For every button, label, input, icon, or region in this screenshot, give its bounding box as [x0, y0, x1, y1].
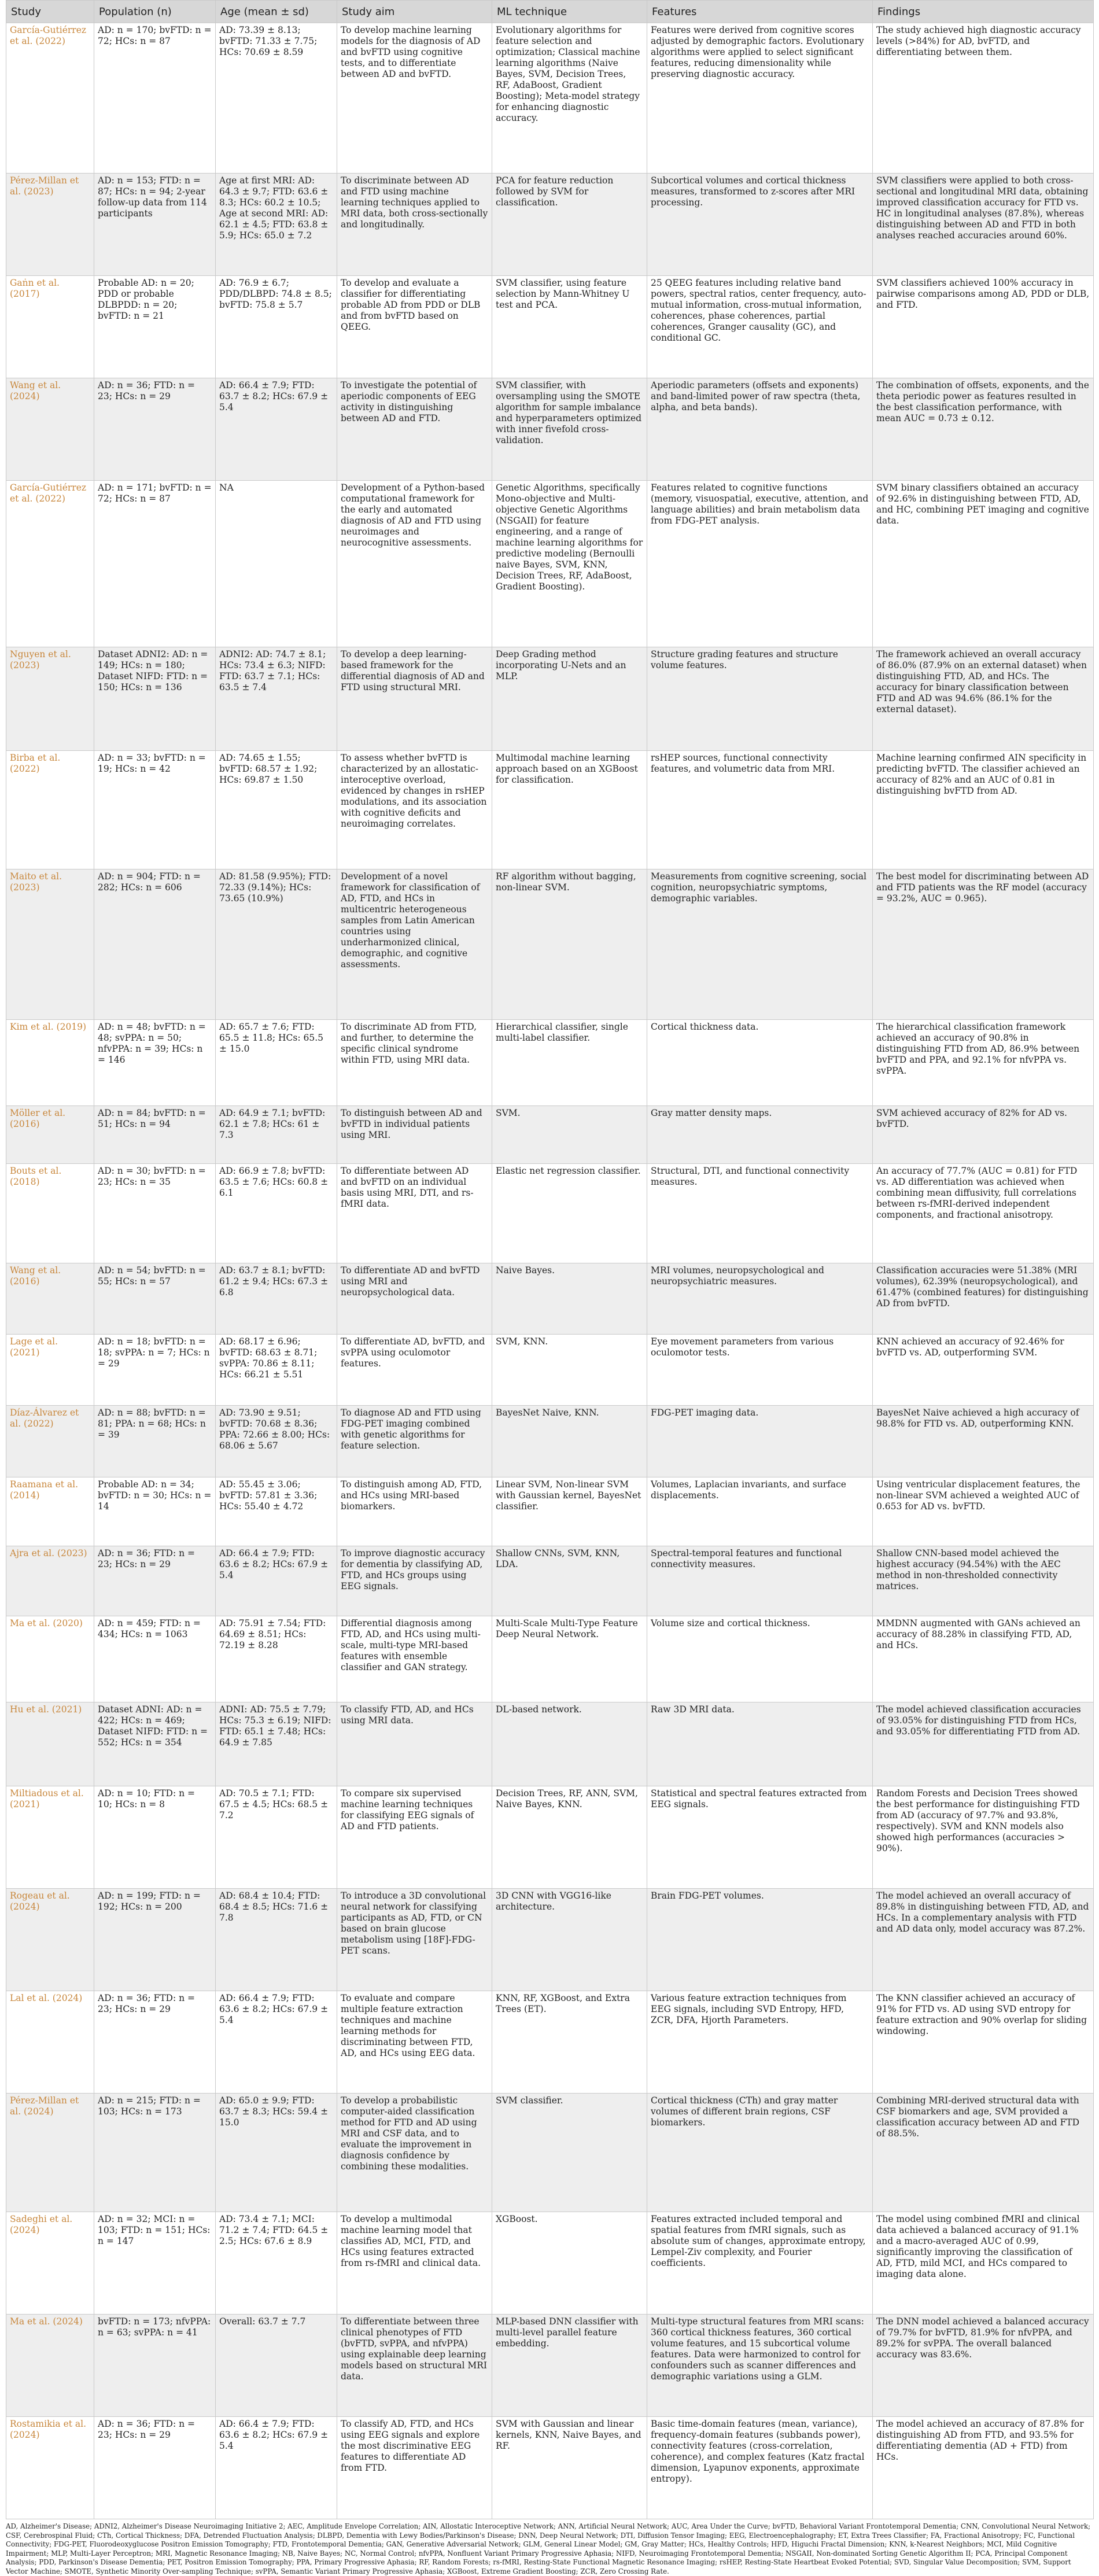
cell-study[interactable]: Pérez-Millan et al. (2024) [6, 2094, 94, 2212]
cell-study[interactable]: Bouts et al. (2018) [6, 1163, 94, 1263]
cell-population: AD: n = 215; FTD: n = 103; HCs: n = 173 [94, 2094, 216, 2212]
cell-findings: The model achieved an overall accuracy of 89.8% in distinguishing between FTD, AD, and HCs. In a complementary analysis with FTD and AD data only, model accuracy was 87.2%. [873, 1889, 1094, 1991]
cell-study-aim: To discriminate between AD and FTD using machine learning techniques applied to MRI data, both cross-sectionally and longitudinally. [337, 174, 492, 276]
table-row [6, 23, 1094, 174]
cell-findings: The KNN classifier achieved an accuracy of 91% for FTD vs. AD using SVD entropy for feature extraction and 90% overlap for sliding windowing. [873, 1991, 1094, 2094]
cell-findings: Using ventricular displacement features, the non-linear SVM achieved a weighted AUC of 0.653 for AD vs. bvFTD. [873, 1477, 1094, 1546]
cell-ml-technique: PCA for feature reduction followed by SVM for classification. [492, 174, 647, 276]
abbreviations-footnote: AD, Alzheimer's Disease; ADNI2, Alzheimer's Disease Neuroimaging Initiative 2; AEC, Amplitude Envelope Correlation; AIN, Allostatic Interoceptive Network; ANN, Artificial Neural Network; AUC, Area Under the Curve; bvFTD, Behavioral Variant Frontotemporal Dementia; CNN, Convolutional Neural Network; CSF, Cerebrospinal Fluid; CTh, Cortical Thickness; DFA, Detrended Fluctuation Analysis; DLBPD, Dementia with Lewy Bodies/Parkinson's Disease; DNN, Deep Neural Network; DTI, Diffusion Tensor Imaging; EEG, Electroencephalography; ET, Extra Trees Classifier; FA, Fractional Anisotropy; FC, Functional Connectivity; FDG-PET, Fluorodeoxyglucose Positron Emission Tomography; FTD, Frontotemporal Dementia; GAN, Generative Adversarial Network; GLM, General Linear Model; GM, Gray Matter; HCs, Healthy Controls; HFD, Higuchi Fractal Dimension; KNN, k-Nearest Neighbors; MCI, Mild Cognitive Impairment; MLP, Multi-Layer Perceptron; MRI, Magnetic Resonance Imaging; NB, Naive Bayes; NC, Normal Control; nfvPPA, Nonfluent Variant Primary Progressive Aphasia; NIFD, Neuroimaging Frontotemporal Dementia; NSGAII, Non-dominated Sorting Genetic Algorithm II; PCA, Principal Component Analysis; PDD, Parkinson's Disease Dementia; PET, Positron Emission Tomography; PPA, Primary Progressive Aphasia; RF, Random Forests; rs-fMRI, Resting-State Functional Magnetic Resonance Imaging; rsHEP, Resting-State Heartbeat Evoked Potential; SVD, Singular Value Decomposition; SVM, Support Vector Machine; SMOTE, Synthetic Minority Over-sampling Technique; svPPA, Semantic Variant Primary Progressive Aphasia; XGBoost, Extreme Gradient Boosting; ZCR, Zero Crossing Rate. [6, 2522, 1091, 2575]
cell-population: Probable AD: n = 20; PDD or probable DLBPDD: n = 20; bvFTD: n = 21 [94, 276, 216, 378]
table-row [6, 1786, 1094, 1889]
table-body [6, 23, 1094, 2519]
cell-study-aim: To classify AD, FTD, and HCs using EEG signals and explore the most discriminative EEG features to differentiate AD from FTD. [337, 2416, 492, 2519]
cell-study-aim: To classify FTD, AD, and HCs using MRI data. [337, 1702, 492, 1786]
table-row [6, 378, 1094, 481]
cell-study-aim: To improve diagnostic accuracy for dementia by classifying AD, FTD, and HCs groups using EEG signals. [337, 1546, 492, 1616]
cell-age: AD: 66.9 ± 7.8; bvFTD: 63.5 ± 7.6; HCs: 60.8 ± 6.1 [216, 1163, 337, 1263]
cell-features: Spectral-temporal features and functional connectivity measures. [647, 1546, 873, 1616]
cell-age: Age at first MRI: AD: 64.3 ± 9.7; FTD: 63.6 ± 8.3; HCs: 60.2 ± 10.5; Age at second MRI: AD: 62.1 ± 4.5; FTD: 63.8 ± 5.9; HCs: 65.0 ± 7.2 [216, 174, 337, 276]
cell-study-aim: To distinguish between AD and bvFTD in individual patients using MRI. [337, 1106, 492, 1163]
cell-findings: MMDNN augmented with GANs achieved an accuracy of 88.28% in classifying FTD, AD, and HCs. [873, 1616, 1094, 1702]
cell-age: AD: 68.4 ± 10.4; FTD: 68.4 ± 8.5; HCs: 71.6 ± 7.8 [216, 1889, 337, 1991]
table-row [6, 2416, 1094, 2519]
cell-features: Gray matter density maps. [647, 1106, 873, 1163]
cell-findings: BayesNet Naive achieved a high accuracy of 98.8% for FTD vs. AD, outperforming KNN. [873, 1405, 1094, 1477]
table-row [6, 869, 1094, 1019]
table-header-row [6, 1, 1094, 23]
cell-features: Cortical thickness data. [647, 1020, 873, 1106]
cell-study-aim: To introduce a 3D convolutional neural network for classifying participants as AD, FTD, or CN based on brain glucose metabolism using [18F]-FDG-PET scans. [337, 1889, 492, 1991]
cell-study[interactable]: Wang et al. (2024) [6, 378, 94, 481]
table-row [6, 2094, 1094, 2212]
cell-study-aim: To differentiate AD and bvFTD using MRI and neuropsychological data. [337, 1263, 492, 1335]
cell-features: Volume size and cortical thickness. [647, 1616, 873, 1702]
cell-population: AD: n = 30; bvFTD: n = 23; HCs: n = 35 [94, 1163, 216, 1263]
table-row [6, 1889, 1094, 1991]
table-row [6, 1335, 1094, 1406]
cell-features: Subcortical volumes and cortical thickness measures, transformed to z-scores after MRI processing. [647, 174, 873, 276]
cell-age: Overall: 63.7 ± 7.7 [216, 2314, 337, 2416]
cell-study-aim: To develop machine learning models for the diagnosis of AD and bvFTD using cognitive tests, and to differentiate between AD and bvFTD. [337, 23, 492, 174]
cell-findings: The model achieved classification accuracies of 93.05% for distinguishing FTD from HCs, and 93.05% for differentiating FTD from AD. [873, 1702, 1094, 1786]
cell-ml-technique: BayesNet Naive, KNN. [492, 1405, 647, 1477]
cell-features: Aperiodic parameters (offsets and exponents) and band-limited power of raw spectra (theta, alpha, and beta bands). [647, 378, 873, 481]
cell-age: AD: 63.7 ± 8.1; bvFTD: 61.2 ± 9.4; HCs: 67.3 ± 6.8 [216, 1263, 337, 1335]
cell-population: AD: n = 199; FTD: n = 192; HCs: n = 200 [94, 1889, 216, 1991]
cell-findings: The framework achieved an overall accuracy of 86.0% (87.9% on an external dataset) when distinguishing FTD, AD, and HCs. The accuracy for binary classification between FTD and AD was 94.6% (86.1% for the external dataset). [873, 647, 1094, 750]
cell-study-aim: Development of a Python-based computational framework for the early and automated diagnosis of AD and FTD using neuroimages and neurocognitive assessments. [337, 481, 492, 647]
cell-study[interactable]: Rostamikia et al. (2024) [6, 2416, 94, 2519]
cell-study-aim: To develop and evaluate a classifier for differentiating probable AD from PDD or DLB and from bvFTD based on QEEG. [337, 276, 492, 378]
cell-ml-technique: Shallow CNNs, SVM, KNN, LDA. [492, 1546, 647, 1616]
cell-population: AD: n = 459; FTD: n = 434; HCs: n = 1063 [94, 1616, 216, 1702]
cell-ml-technique: 3D CNN with VGG16-like architecture. [492, 1889, 647, 1991]
cell-age: AD: 68.17 ± 6.96; bvFTD: 68.63 ± 8.71; svPPA: 70.86 ± 8.11; HCs: 66.21 ± 5.51 [216, 1335, 337, 1406]
cell-ml-technique: XGBoost. [492, 2212, 647, 2314]
table-row [6, 1263, 1094, 1335]
cell-age: ADNI: AD: 75.5 ± 7.79; HCs: 75.3 ± 6.19; NIFD: FTD: 65.1 ± 7.48; HCs: 64.9 ± 7.85 [216, 1702, 337, 1786]
cell-population: AD: n = 36; FTD: n = 23; HCs: n = 29 [94, 1991, 216, 2094]
cell-features: Multi-type structural features from MRI scans: 360 cortical thickness features, 360 cortical volume features, and 15 subcortical volume features. Data were harmonized to control for confounders such as scanner differences and demographic variations using a GLM. [647, 2314, 873, 2416]
cell-findings: The best model for discriminating between AD and FTD patients was the RF model (accuracy = 93.2%, AUC = 0.965). [873, 869, 1094, 1019]
cell-ml-technique: Genetic Algorithms, specifically Mono-objective and Multi-objective Genetic Algorithms (NSGAII) for feature engineering, and a range of machine learning algorithms for predictive modeling (Bernoulli naive Bayes, SVM, KNN, Decision Trees, RF, AdaBoost, Gradient Boosting). [492, 481, 647, 647]
cell-age: AD: 66.4 ± 7.9; FTD: 63.6 ± 8.2; HCs: 67.9 ± 5.4 [216, 2416, 337, 2519]
cell-ml-technique: RF algorithm without bagging, non-linear SVM. [492, 869, 647, 1019]
cell-age: AD: 65.7 ± 7.6; FTD: 65.5 ± 11.8; HCs: 65.5 ± 15.0 [216, 1020, 337, 1106]
cell-ml-technique: Evolutionary algorithms for feature selection and optimization; Classical machine learning algorithms (Naive Bayes, SVM, Decision Trees, RF, AdaBoost, Gradient Boosting); Meta-model strategy for enhancing diagnostic accuracy. [492, 23, 647, 174]
cell-study[interactable]: Ajra et al. (2023) [6, 1546, 94, 1616]
column-header-findings: Findings [873, 1, 1094, 23]
table-row [6, 2314, 1094, 2416]
cell-study-aim: Development of a novel framework for classification of AD, FTD, and HCs in multicentric heterogeneous samples from Latin American countries using underharmonized clinical, demographic, and cognitive assessments. [337, 869, 492, 1019]
cell-population: AD: n = 32; MCI: n = 103; FTD: n = 151; HCs: n = 147 [94, 2212, 216, 2314]
cell-population: Dataset ADNI: AD: n = 422; HCs: n = 469; Dataset NIFD: FTD: n = 552; HCs: n = 354 [94, 1702, 216, 1786]
column-header-study: Study [6, 1, 94, 23]
cell-study[interactable]: García-Gutiérrez et al. (2022) [6, 481, 94, 647]
table-row [6, 750, 1094, 869]
cell-study[interactable]: Lal et al. (2024) [6, 1991, 94, 2094]
cell-ml-technique: Linear SVM, Non-linear SVM with Gaussian kernel, BayesNet classifier. [492, 1477, 647, 1546]
cell-features: Raw 3D MRI data. [647, 1702, 873, 1786]
literature-table [6, 0, 1094, 2519]
cell-population: AD: n = 153; FTD: n = 87; HCs: n = 94; 2-year follow-up data from 114 participants [94, 174, 216, 276]
cell-ml-technique: SVM with Gaussian and linear kernels, KNN, Naive Bayes, and RF. [492, 2416, 647, 2519]
cell-study[interactable]: Pérez-Millan et al. (2023) [6, 174, 94, 276]
cell-features: MRI volumes, neuropsychological and neuropsychiatric measures. [647, 1263, 873, 1335]
cell-features: FDG-PET imaging data. [647, 1405, 873, 1477]
cell-study[interactable]: Rogeau et al. (2024) [6, 1889, 94, 1991]
cell-age: AD: 66.4 ± 7.9; FTD: 63.6 ± 8.2; HCs: 67.9 ± 5.4 [216, 1991, 337, 2094]
cell-age: AD: 74.65 ± 1.55; bvFTD: 68.57 ± 1.92; HCs: 69.87 ± 1.50 [216, 750, 337, 869]
cell-age: AD: 65.0 ± 9.9; FTD: 63.7 ± 8.3; HCs: 59.4 ± 15.0 [216, 2094, 337, 2212]
cell-study-aim: To develop a multimodal machine learning model that classifies AD, MCI, FTD, and HCs using features extracted from rs-fMRI and clinical data. [337, 2212, 492, 2314]
cell-study[interactable]: García-Gutiérrez et al. (2022) [6, 23, 94, 174]
cell-study[interactable]: Hu et al. (2021) [6, 1702, 94, 1786]
cell-population: AD: n = 54; bvFTD: n = 55; HCs: n = 57 [94, 1263, 216, 1335]
column-header-study-aim: Study aim [337, 1, 492, 23]
table-row [6, 174, 1094, 276]
cell-study-aim: To discriminate AD from FTD, and further, to determine the specific clinical syndrome within FTD, using MRI data. [337, 1020, 492, 1106]
cell-features: Structural, DTI, and functional connectivity measures. [647, 1163, 873, 1263]
cell-findings: Machine learning confirmed AIN specificity in predicting bvFTD. The classifier achieved an accuracy of 82% and an AUC of 0.81 in distinguishing bvFTD from AD. [873, 750, 1094, 869]
cell-population: AD: n = 48; bvFTD: n = 48; svPPA: n = 50; nfvPPA: n = 39; HCs: n = 146 [94, 1020, 216, 1106]
cell-age: AD: 73.4 ± 7.1; MCI: 71.2 ± 7.4; FTD: 64.5 ± 2.5; HCs: 67.6 ± 8.9 [216, 2212, 337, 2314]
cell-age: ADNI2: AD: 74.7 ± 8.1; HCs: 73.4 ± 6.3; NIFD: FTD: 63.7 ± 7.1; HCs: 63.5 ± 7.4 [216, 647, 337, 750]
cell-ml-technique: KNN, RF, XGBoost, and Extra Trees (ET). [492, 1991, 647, 2094]
cell-population: AD: n = 84; bvFTD: n = 51; HCs: n = 94 [94, 1106, 216, 1163]
cell-ml-technique: SVM classifier, using feature selection by Mann-Whitney U test and PCA. [492, 276, 647, 378]
cell-findings: Classification accuracies were 51.38% (MRI volumes), 62.39% (neuropsychological), and 61.47% (combined features) for distinguishing AD from bvFTD. [873, 1263, 1094, 1335]
cell-study-aim: To distinguish among AD, FTD, and HCs using MRI-based biomarkers. [337, 1477, 492, 1546]
cell-study[interactable]: Lage et al. (2021) [6, 1335, 94, 1406]
cell-study[interactable]: Möller et al. (2016) [6, 1106, 94, 1163]
cell-findings: An accuracy of 77.7% (AUC = 0.81) for FTD vs. AD differentiation was achieved when combining mean diffusivity, full correlations between rs-fMRI-derived independent components, and fractional anisotropy. [873, 1163, 1094, 1263]
table-row [6, 1020, 1094, 1106]
cell-study-aim: Differential diagnosis among FTD, AD, and HCs using multi-scale, multi-type MRI-based features with ensemble classifier and GAN strategy. [337, 1616, 492, 1702]
cell-study[interactable]: Ma et al. (2020) [6, 1616, 94, 1702]
cell-study-aim: To differentiate between AD and bvFTD on an individual basis using MRI, DTI, and rs-fMRI data. [337, 1163, 492, 1263]
cell-study-aim: To differentiate between three clinical phenotypes of FTD (bvFTD, svPPA, and nfvPPA) using explainable deep learning models based on structural MRI data. [337, 2314, 492, 2416]
cell-age: AD: 64.9 ± 7.1; bvFTD: 62.1 ± 7.8; HCs: 61 ± 7.3 [216, 1106, 337, 1163]
cell-findings: SVM classifiers were applied to both cross-sectional and longitudinal MRI data, obtaining improved classification accuracy for FTD vs. HC in longitudinal analyses (87.8%), whereas distinguishing between AD and FTD in both analyses reached accuracies around 60%. [873, 174, 1094, 276]
table-row [6, 1702, 1094, 1786]
cell-study[interactable]: Gaṅn et al. (2017) [6, 276, 94, 378]
cell-age: AD: 70.5 ± 7.1; FTD: 67.5 ± 4.5; HCs: 68.5 ± 7.2 [216, 1786, 337, 1889]
table-row [6, 1163, 1094, 1263]
cell-ml-technique: SVM classifier, with oversampling using the SMOTE algorithm for sample imbalance and hyperparameters optimized with inner fivefold cross-validation. [492, 378, 647, 481]
cell-population: Dataset ADNI2: AD: n = 149; HCs: n = 180; Dataset NIFD: FTD: n = 150; HCs: n = 136 [94, 647, 216, 750]
table-row [6, 276, 1094, 378]
table-row [6, 1106, 1094, 1163]
cell-features: Basic time-domain features (mean, variance), frequency-domain features (subbands power), connectivity features (cross-correlation, coherence), and complex features (Katz fractal dimension, Lyapunov exponents, approximate entropy). [647, 2416, 873, 2519]
cell-study[interactable]: Sadeghi et al. (2024) [6, 2212, 94, 2314]
cell-age: AD: 81.58 (9.95%); FTD: 72.33 (9.14%); HCs: 73.65 (10.9%) [216, 869, 337, 1019]
cell-features: Volumes, Laplacian invariants, and surface displacements. [647, 1477, 873, 1546]
cell-features: Cortical thickness (CTh) and gray matter volumes of different brain regions, CSF biomarkers. [647, 2094, 873, 2212]
cell-population: Probable AD: n = 34; bvFTD: n = 30; HCs: n = 14 [94, 1477, 216, 1546]
cell-findings: The hierarchical classification framework achieved an accuracy of 90.8% in distinguishing FTD from AD, 86.9% between bvFTD and PPA, and 92.1% for nfvPPA vs. svPPA. [873, 1020, 1094, 1106]
cell-findings: Random Forests and Decision Trees showed the best performance for distinguishing FTD from AD (accuracy of 97.7% and 93.8%, respectively). SVM and KNN models also showed high performances (accuracies > 90%). [873, 1786, 1094, 1889]
cell-study-aim: To diagnose AD and FTD using FDG-PET imaging combined with genetic algorithms for feature selection. [337, 1405, 492, 1477]
cell-age: AD: 73.90 ± 9.51; bvFTD: 70.68 ± 8.36; PPA: 72.66 ± 8.00; HCs: 68.06 ± 5.67 [216, 1405, 337, 1477]
cell-ml-technique: Multi-Scale Multi-Type Feature Deep Neural Network. [492, 1616, 647, 1702]
table-row [6, 1477, 1094, 1546]
cell-population: AD: n = 33; bvFTD: n = 19; HCs: n = 42 [94, 750, 216, 869]
table-row [6, 1546, 1094, 1616]
cell-population: AD: n = 88; bvFTD: n = 81; PPA: n = 68; HCs: n = 39 [94, 1405, 216, 1477]
cell-population: AD: n = 171; bvFTD: n = 72; HCs: n = 87 [94, 481, 216, 647]
cell-study[interactable]: Maito et al. (2023) [6, 869, 94, 1019]
table-row [6, 1991, 1094, 2094]
cell-features: rsHEP sources, functional connectivity features, and volumetric data from MRI. [647, 750, 873, 869]
cell-features: Features related to cognitive functions (memory, visuospatial, executive, attention, and language abilities) and brain metabolism data from FDG-PET analysis. [647, 481, 873, 647]
cell-ml-technique: SVM classifier. [492, 2094, 647, 2212]
cell-ml-technique: Elastic net regression classifier. [492, 1163, 647, 1263]
cell-study-aim: To compare six supervised machine learning techniques for classifying EEG signals of AD and FTD patients. [337, 1786, 492, 1889]
cell-population: AD: n = 10; FTD: n = 10; HCs: n = 8 [94, 1786, 216, 1889]
cell-ml-technique: Naive Bayes. [492, 1263, 647, 1335]
cell-age: NA [216, 481, 337, 647]
cell-study[interactable]: Díaz-Álvarez et al. (2022) [6, 1405, 94, 1477]
column-header-population: Population (n) [94, 1, 216, 23]
cell-features: Various feature extraction techniques from EEG signals, including SVD Entropy, HFD, ZCR, DFA, Hjorth Parameters. [647, 1991, 873, 2094]
column-header-features: Features [647, 1, 873, 23]
cell-age: AD: 55.45 ± 3.06; bvFTD: 57.81 ± 3.36; HCs: 55.40 ± 4.72 [216, 1477, 337, 1546]
cell-features: 25 QEEG features including relative band powers, spectral ratios, center frequency, auto-mutual information, cross-mutual information, coherences, phase coherences, partial coherences, Granger causality (GC), and conditional GC. [647, 276, 873, 378]
cell-features: Structure grading features and structure volume features. [647, 647, 873, 750]
cell-findings: Shallow CNN-based model achieved the highest accuracy (94.54%) with the AEC method in non-thresholded connectivity matrices. [873, 1546, 1094, 1616]
cell-ml-technique: MLP-based DNN classifier with multi-level parallel feature embedding. [492, 2314, 647, 2416]
cell-study-aim: To differentiate AD, bvFTD, and svPPA using oculomotor features. [337, 1335, 492, 1406]
cell-age: AD: 73.39 ± 8.13; bvFTD: 71.33 ± 7.75; HCs: 70.69 ± 8.59 [216, 23, 337, 174]
table-row [6, 1616, 1094, 1702]
cell-study[interactable]: Kim et al. (2019) [6, 1020, 94, 1106]
cell-study-aim: To investigate the potential of aperiodic components of EEG activity in distinguishing between AD and FTD. [337, 378, 492, 481]
cell-findings: The study achieved high diagnostic accuracy levels (>84%) for AD, bvFTD, and differentiating between them. [873, 23, 1094, 174]
cell-study[interactable]: Nguyen et al. (2023) [6, 647, 94, 750]
cell-study-aim: To evaluate and compare multiple feature extraction techniques and machine learning methods for discriminating between FTD, AD, and HCs using EEG data. [337, 1991, 492, 2094]
cell-age: AD: 75.91 ± 7.54; FTD: 64.69 ± 8.51; HCs: 72.19 ± 8.28 [216, 1616, 337, 1702]
cell-ml-technique: Multimodal machine learning approach based on an XGBoost for classification. [492, 750, 647, 869]
table-row [6, 1405, 1094, 1477]
cell-age: AD: 76.9 ± 6.7; PDD/DLBPD: 74.8 ± 8.5; bvFTD: 75.8 ± 5.7 [216, 276, 337, 378]
cell-findings: KNN achieved an accuracy of 92.46% for bvFTD vs. AD, outperforming SVM. [873, 1335, 1094, 1406]
cell-study-aim: To assess whether bvFTD is characterized by an allostatic-interoceptive overload, evidenced by changes in rsHEP modulations, and its association with cognitive deficits and neuroimaging correlates. [337, 750, 492, 869]
cell-population: AD: n = 36; FTD: n = 23; HCs: n = 29 [94, 378, 216, 481]
column-header-ml-technique: ML technique [492, 1, 647, 23]
table-row [6, 647, 1094, 750]
column-header-age: Age (mean ± sd) [216, 1, 337, 23]
cell-study[interactable]: Wang et al. (2016) [6, 1263, 94, 1335]
cell-population: AD: n = 904; FTD: n = 282; HCs: n = 606 [94, 869, 216, 1019]
cell-features: Features extracted included temporal and spatial features from fMRI signals, such as absolute sum of changes, approximate entropy, Lempel-Ziv complexity, and Fourier coefficients. [647, 2212, 873, 2314]
cell-findings: SVM achieved accuracy of 82% for AD vs. bvFTD. [873, 1106, 1094, 1163]
cell-ml-technique: SVM, KNN. [492, 1335, 647, 1406]
cell-findings: The model achieved an accuracy of 87.8% for distinguishing AD from FTD, and 93.5% for differentiating dementia (AD + FTD) from HCs. [873, 2416, 1094, 2519]
cell-population: AD: n = 36; FTD: n = 23; HCs: n = 29 [94, 1546, 216, 1616]
cell-features: Features were derived from cognitive scores adjusted by demographic factors. Evolutionary algorithms were applied to select significant features, reducing dimensionality while preserving diagnostic accuracy. [647, 23, 873, 174]
cell-study[interactable]: Birba et al. (2022) [6, 750, 94, 869]
cell-findings: The model using combined fMRI and clinical data achieved a balanced accuracy of 91.1% and a macro-averaged AUC of 0.99, significantly improving the classification of AD, FTD, mild MCI, and HCs compared to imaging data alone. [873, 2212, 1094, 2314]
cell-age: AD: 66.4 ± 7.9; FTD: 63.7 ± 8.2; HCs: 67.9 ± 5.4 [216, 378, 337, 481]
cell-ml-technique: Hierarchical classifier, single multi-label classifier. [492, 1020, 647, 1106]
cell-ml-technique: DL-based network. [492, 1702, 647, 1786]
cell-population: AD: n = 170; bvFTD: n = 72; HCs: n = 87 [94, 23, 216, 174]
cell-ml-technique: Decision Trees, RF, ANN, SVM, Naive Bayes, KNN. [492, 1786, 647, 1889]
cell-ml-technique: SVM. [492, 1106, 647, 1163]
cell-ml-technique: Deep Grading method incorporating U-Nets and an MLP. [492, 647, 647, 750]
cell-features: Measurements from cognitive screening, social cognition, neuropsychiatric symptoms, demographic variables. [647, 869, 873, 1019]
cell-findings: The combination of offsets, exponents, and the theta periodic power as features resulted in the best classification performance, with mean AUC = 0.73 ± 0.12. [873, 378, 1094, 481]
cell-features: Statistical and spectral features extracted from EEG signals. [647, 1786, 873, 1889]
cell-features: Eye movement parameters from various oculomotor tests. [647, 1335, 873, 1406]
cell-study-aim: To develop a probabilistic computer-aided classification method for FTD and AD using MRI and CSF data, and to evaluate the improvement in diagnosis confidence by combining these modalities. [337, 2094, 492, 2212]
cell-findings: The DNN model achieved a balanced accuracy of 79.7% for bvFTD, 81.9% for nfvPPA, and 89.2% for svPPA. The overall balanced accuracy was 83.6%. [873, 2314, 1094, 2416]
table-row [6, 481, 1094, 647]
cell-study[interactable]: Raamana et al. (2014) [6, 1477, 94, 1546]
table-row [6, 2212, 1094, 2314]
cell-study-aim: To develop a deep learning-based framework for the differential diagnosis of AD and FTD using structural MRI. [337, 647, 492, 750]
cell-findings: Combining MRI-derived structural data with CSF biomarkers and age, SVM provided a classification accuracy between AD and FTD of 88.5%. [873, 2094, 1094, 2212]
cell-age: AD: 66.4 ± 7.9; FTD: 63.6 ± 8.2; HCs: 67.9 ± 5.4 [216, 1546, 337, 1616]
cell-findings: SVM classifiers achieved 100% accuracy in pairwise comparisons among AD, PDD or DLB, and FTD. [873, 276, 1094, 378]
cell-study[interactable]: Ma et al. (2024) [6, 2314, 94, 2416]
cell-findings: SVM binary classifiers obtained an accuracy of 92.6% in distinguishing between FTD, AD, and HC, combining PET imaging and cognitive data. [873, 481, 1094, 647]
cell-study[interactable]: Miltiadous et al. (2021) [6, 1786, 94, 1889]
cell-population: bvFTD: n = 173; nfvPPA: n = 63; svPPA: n = 41 [94, 2314, 216, 2416]
cell-features: Brain FDG-PET volumes. [647, 1889, 873, 1991]
cell-population: AD: n = 36; FTD: n = 23; HCs: n = 29 [94, 2416, 216, 2519]
cell-population: AD: n = 18; bvFTD: n = 18; svPPA: n = 7; HCs: n = 29 [94, 1335, 216, 1406]
